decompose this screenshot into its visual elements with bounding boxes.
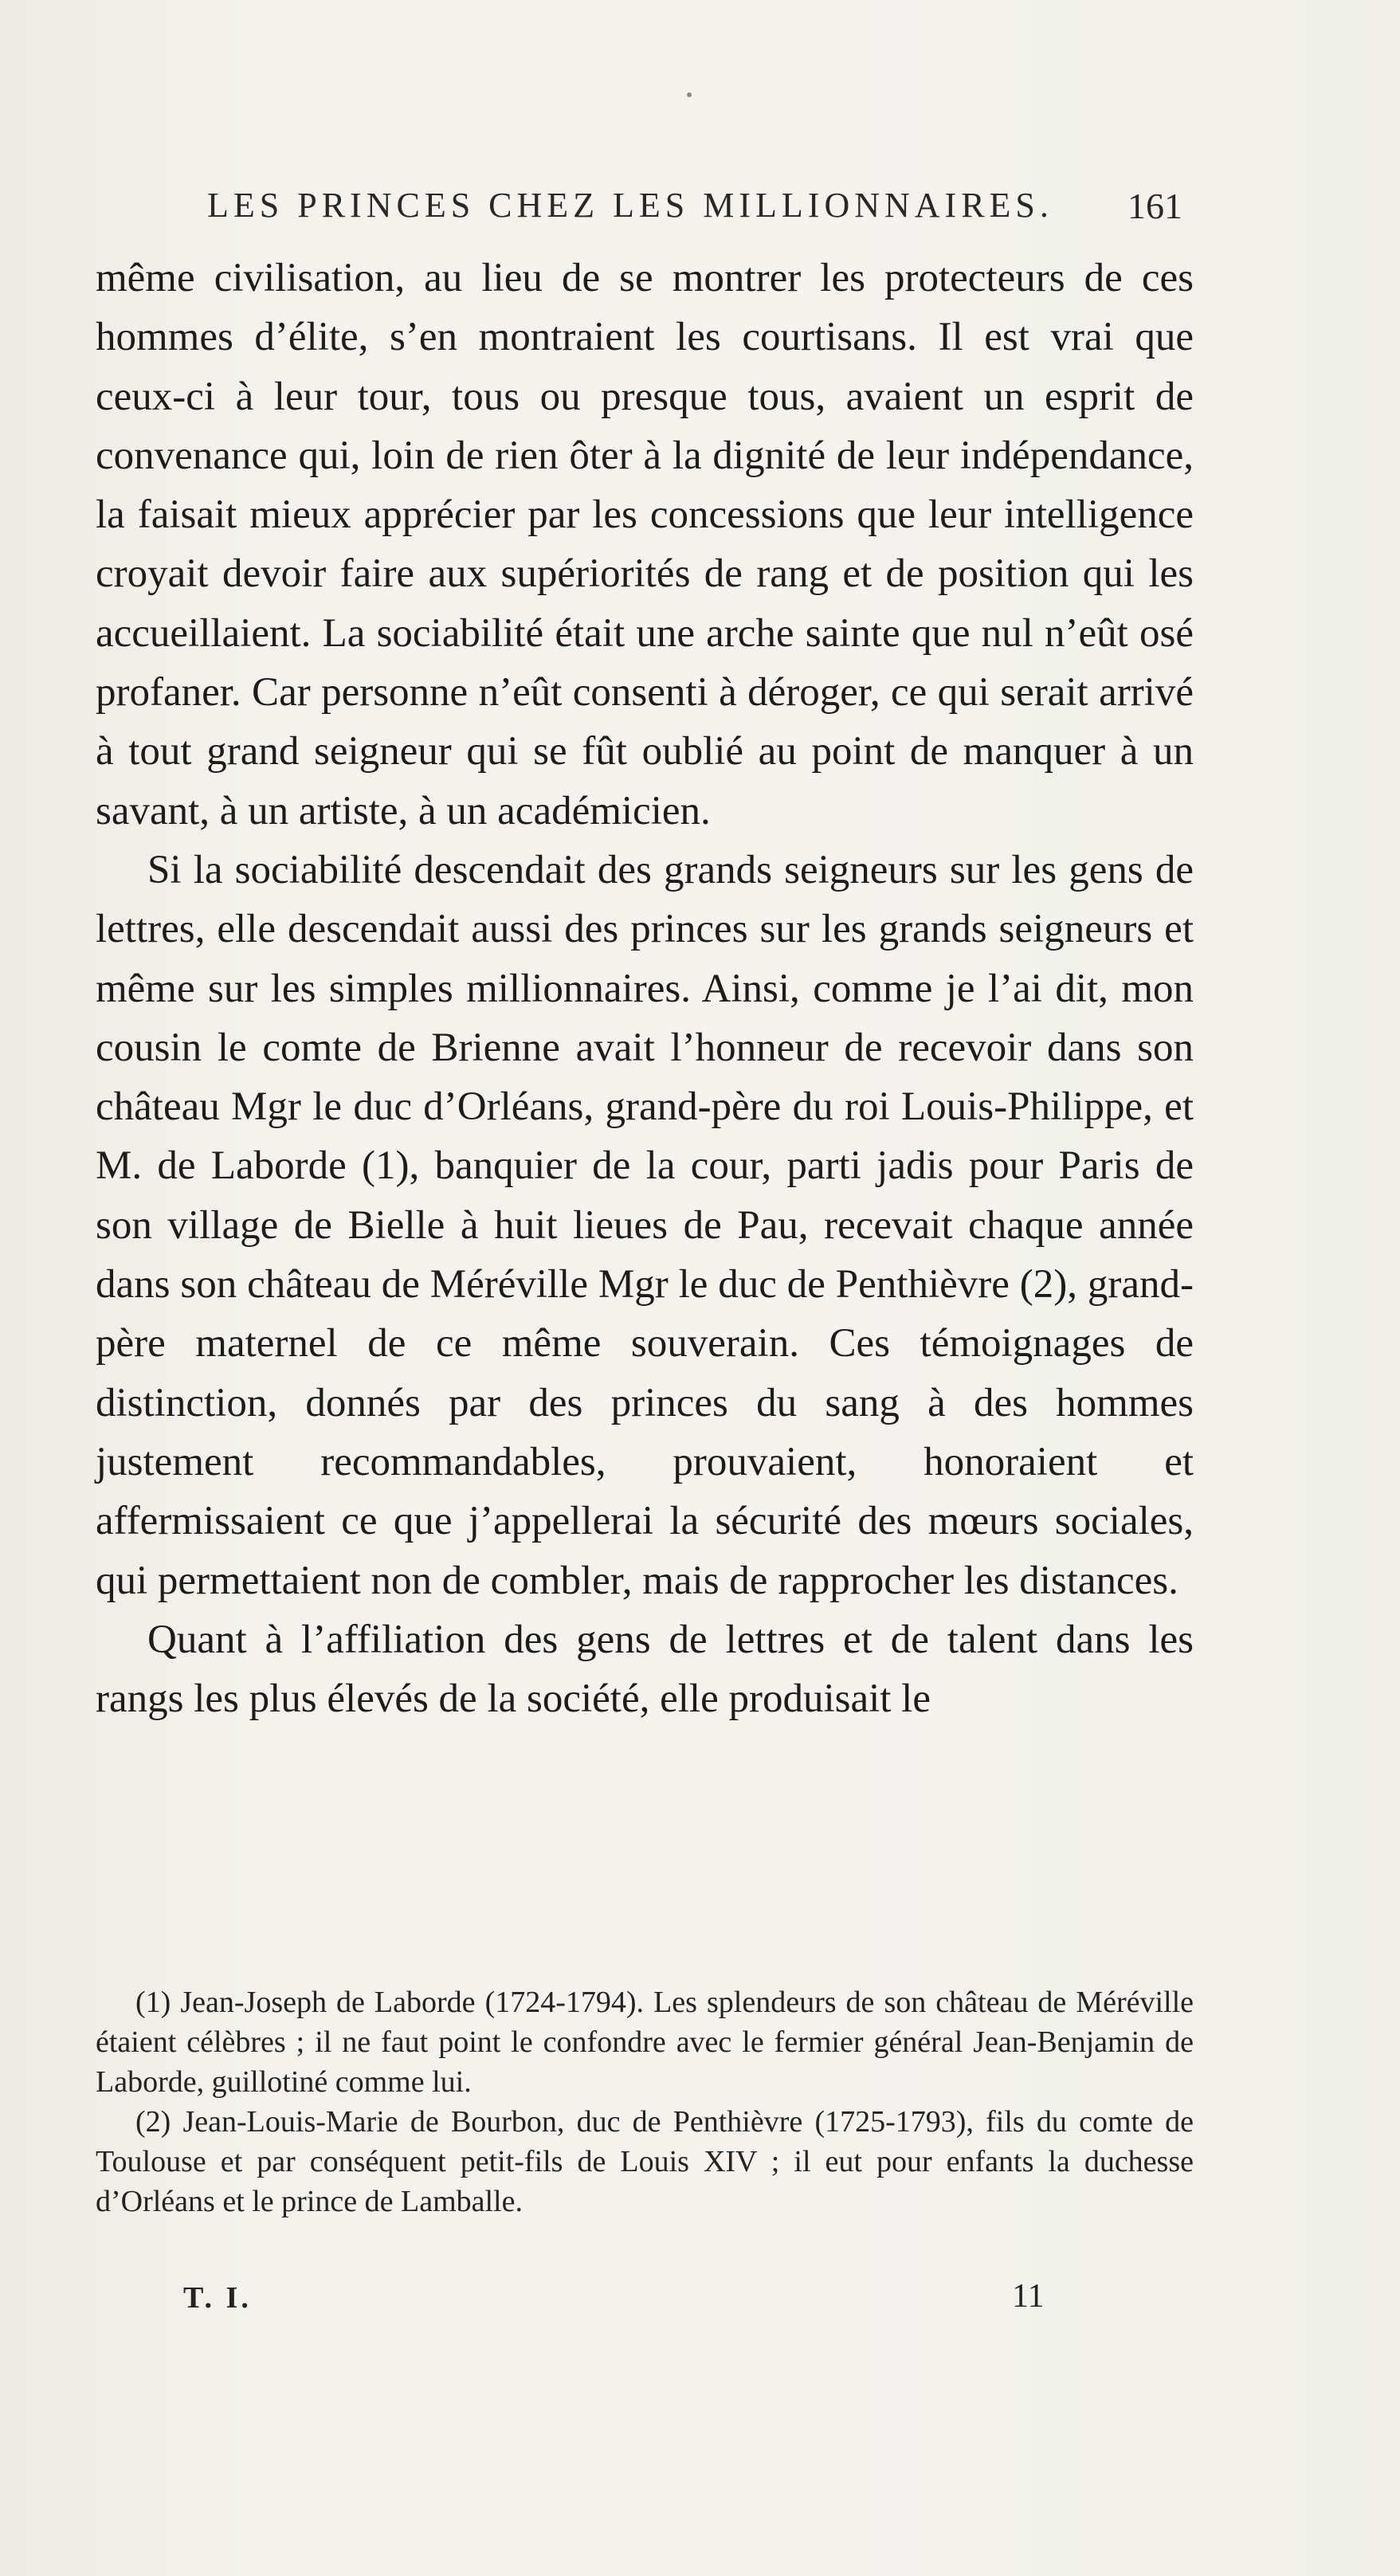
running-head: LES PRINCES CHEZ LES MILLIONNAIRES. bbox=[207, 186, 1053, 225]
main-text bbox=[96, 249, 1194, 1728]
footnote-1: (1) Jean-Joseph de Laborde (1724-1794). Les splendeurs de son château de Méréville étaient célèbres ; il ne faut point le confondre avec le fermier général Jean-Benjamin de Laborde, guillotiné comme lui. bbox=[96, 1986, 1194, 2099]
paragraph: même civilisation, au lieu de se montrer les protecteurs de ces hommes d’élite, s’en montraient les courtisans. Il est vrai que ceux-ci à leur tour, tous ou presque tous, avaient un esprit de convenance qui, loin de rien ôter à la dignité de leur indépendance, la faisait mieux apprécier par les concessions que leur intelligence croyait devoir faire aux supériorités de rang et de position qui les accueillaient. La sociabilité était une arche sainte que nul n’eût osé profaner. Car personne n’eût consenti à déroger, ce qui serait arrivé à tout grand seigneur qui se fût oublié au point de manquer à un savant, à un artiste, à un académicien. bbox=[96, 256, 1194, 833]
paragraph: Quant à l’affiliation des gens de lettres et de talent dans les rangs les plus élevés de la société, elle produisait le bbox=[96, 1617, 1194, 1722]
paragraph: Si la sociabilité descendait des grands seigneurs sur les gens de lettres, elle descendait aussi des princes sur les grands seigneurs et même sur les simples millionnaires. Ainsi, comme je l’ai dit, mon cousin le comte de Brienne avait l’honneur de recevoir dans son château Mgr le duc d’Orléans, grand-père du roi Louis-Philippe, et M. de Laborde (1), banquier de la cour, parti jadis pour Paris de son village de Bielle à huit lieues de Pau, recevait chaque année dans son château de Méréville Mgr le duc de Penthièvre (2), grand-père maternel de ce même souverain. Ces témoignages de distinction, donnés par des princes du sang à des hommes justement recommandables, prouvaient, honoraient et affermissaient ce que j’appellerai la sécurité des mœurs sociales, qui permettaient non de combler, mais de rapprocher les distances. bbox=[96, 847, 1194, 1603]
sheet-number: 11 bbox=[1012, 2278, 1045, 2315]
footnote-2: (2) Jean-Louis-Marie de Bourbon, duc de Penthièvre (1725-1793), fils du comte de Toulouse et par conséquent petit-fils de Louis XIV ; il eut pour enfants la duchesse d’Orléans et le prince de Lamballe. bbox=[96, 2105, 1194, 2218]
paper-speck bbox=[687, 92, 692, 97]
signature-mark: T. I. bbox=[183, 2281, 252, 2315]
page-number: 161 bbox=[1127, 186, 1182, 226]
footnotes bbox=[96, 1982, 1194, 2221]
